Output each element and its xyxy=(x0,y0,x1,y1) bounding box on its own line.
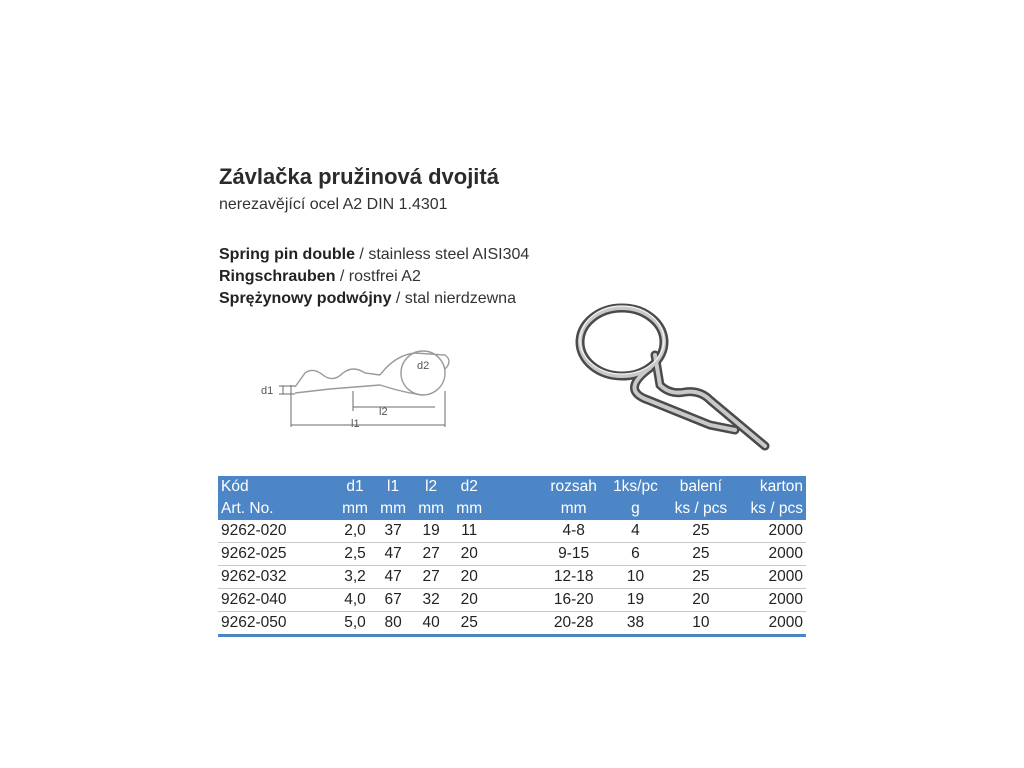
col-unit: ks / pcs xyxy=(750,500,803,517)
cell: 47 xyxy=(384,568,402,585)
cell-code: 9262-020 xyxy=(221,522,287,539)
spacer xyxy=(488,498,542,520)
table-row xyxy=(218,520,806,543)
translation-name: Sprężynowy podwójny xyxy=(219,290,392,307)
product-photo xyxy=(560,300,775,460)
translation-desc: / stal nierdzewna xyxy=(391,290,516,307)
cell: 20-28 xyxy=(553,614,594,631)
translation-de xyxy=(219,268,421,286)
cell-code: 9262-032 xyxy=(221,568,287,585)
spacer xyxy=(488,520,542,543)
col-header: 1ks/pc xyxy=(613,478,658,495)
col-unit: mm xyxy=(456,500,483,517)
col-unit: mm xyxy=(418,500,445,517)
cell-code: 9262-025 xyxy=(221,545,287,562)
cell: 47 xyxy=(384,545,402,562)
cell: 4,0 xyxy=(344,591,366,608)
cell: 25 xyxy=(460,614,478,631)
col-header: d1 xyxy=(346,478,364,495)
cell: 40 xyxy=(422,614,440,631)
col-unit: Art. No. xyxy=(221,500,274,517)
table-row xyxy=(218,589,806,612)
cell: 4 xyxy=(631,522,640,539)
col-header: rozsah xyxy=(550,478,597,495)
cell: 25 xyxy=(692,568,710,585)
cell: 27 xyxy=(422,545,440,562)
product-subtitle: nerezavějící ocel A2 DIN 1.4301 xyxy=(219,196,448,213)
col-unit: mm xyxy=(342,500,368,517)
cell: 10 xyxy=(692,614,710,631)
cell-code: 9262-050 xyxy=(221,614,287,631)
cell: 32 xyxy=(422,591,440,608)
cell: 10 xyxy=(626,568,645,585)
spacer xyxy=(488,566,542,589)
cell: 67 xyxy=(384,591,402,608)
label-d1: d1 xyxy=(261,385,274,397)
cell: 25 xyxy=(692,545,710,562)
header-row-2 xyxy=(218,498,806,520)
cell: 5,0 xyxy=(344,614,366,631)
cell: 2000 xyxy=(768,614,803,631)
col-header: Kód xyxy=(221,478,249,495)
cell: 2000 xyxy=(768,568,803,585)
translation-en xyxy=(219,246,529,264)
col-header: l1 xyxy=(387,478,400,495)
label-l1: l1 xyxy=(351,418,360,430)
dimension-diagram xyxy=(255,345,470,435)
label-l2: l2 xyxy=(379,406,388,418)
col-unit: mm xyxy=(560,500,587,517)
cell: 80 xyxy=(384,614,402,631)
cell: 19 xyxy=(422,522,440,539)
cell: 20 xyxy=(460,591,478,608)
cell: 2,5 xyxy=(344,545,366,562)
cell: 25 xyxy=(692,522,710,539)
cell: 20 xyxy=(460,568,478,585)
cell: 6 xyxy=(631,545,640,562)
cell: 20 xyxy=(460,545,478,562)
col-header: balení xyxy=(679,478,722,495)
col-unit: g xyxy=(631,500,640,517)
cell: 37 xyxy=(384,522,402,539)
col-header: l2 xyxy=(425,478,438,495)
translation-name: Spring pin double xyxy=(219,246,355,263)
cell: 2,0 xyxy=(344,522,366,539)
cell: 12-18 xyxy=(553,568,594,585)
table-row xyxy=(218,543,806,566)
cell: 38 xyxy=(626,614,645,631)
spacer xyxy=(488,612,542,636)
label-d2: d2 xyxy=(417,360,430,372)
cell: 20 xyxy=(692,591,710,608)
translation-name: Ringschrauben xyxy=(219,268,336,285)
translation-pl xyxy=(219,290,516,308)
cell-code: 9262-040 xyxy=(221,591,287,608)
col-header: karton xyxy=(759,478,803,495)
cell: 2000 xyxy=(768,591,803,608)
product-title: Závlačka pružinová dvojitá xyxy=(219,164,499,189)
cell: 9-15 xyxy=(558,545,590,562)
cell: 19 xyxy=(626,591,645,608)
spacer xyxy=(488,589,542,612)
col-header: d2 xyxy=(460,478,478,495)
spec-table xyxy=(218,476,806,637)
table-row xyxy=(218,612,806,636)
col-unit: ks / pcs xyxy=(674,500,728,517)
table-row xyxy=(218,566,806,589)
cell: 3,2 xyxy=(344,568,366,585)
header-row-1 xyxy=(218,476,806,498)
col-unit: mm xyxy=(380,500,406,517)
cell: 2000 xyxy=(768,545,803,562)
cell: 11 xyxy=(461,522,478,539)
cell: 16-20 xyxy=(553,591,594,608)
cell: 27 xyxy=(422,568,440,585)
spacer xyxy=(488,476,542,498)
cell: 2000 xyxy=(768,522,803,539)
spacer xyxy=(488,543,542,566)
cell: 4-8 xyxy=(562,522,585,539)
translation-desc: / rostfrei A2 xyxy=(335,268,421,285)
translation-desc: / stainless steel AISI304 xyxy=(354,246,530,263)
